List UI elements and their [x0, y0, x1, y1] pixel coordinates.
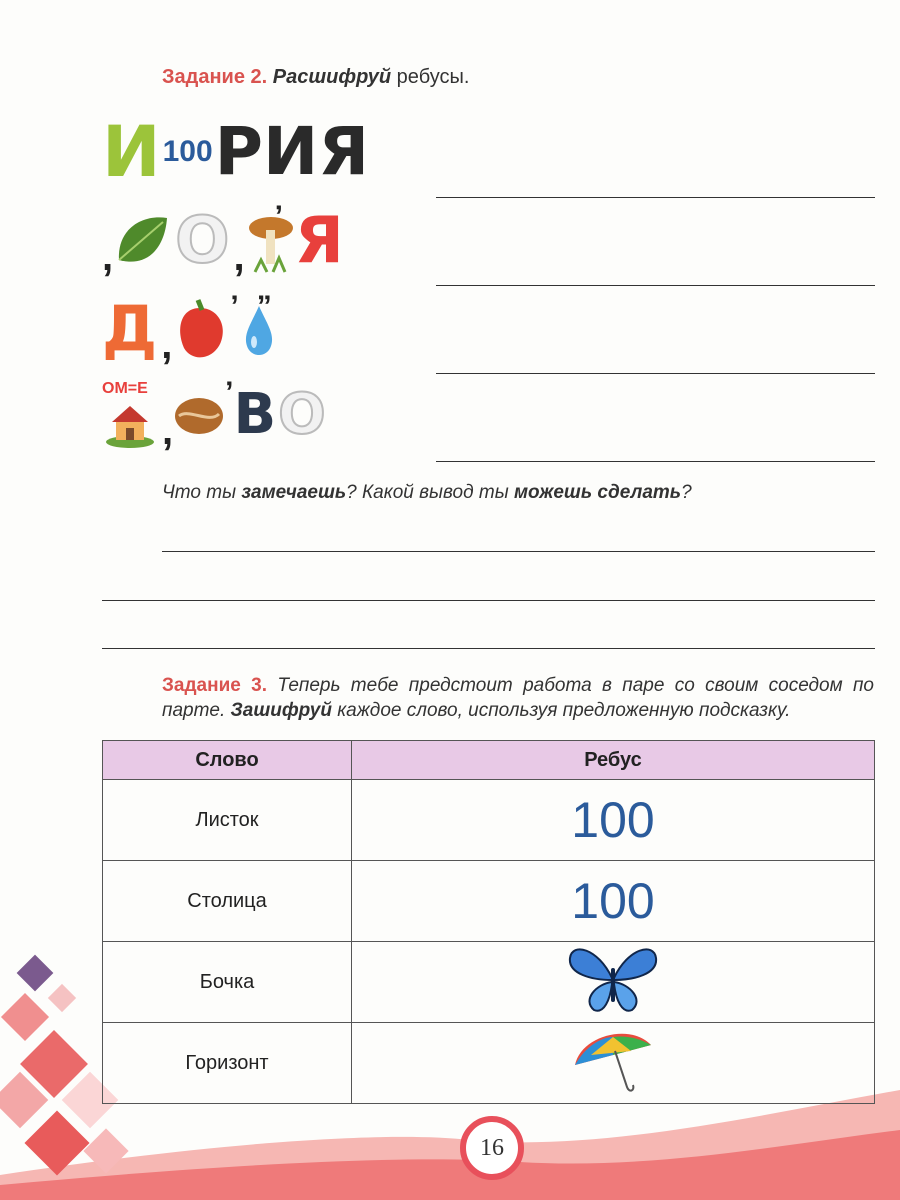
word-cell: Бочка [103, 942, 352, 1023]
rebus3-quote: ” [256, 290, 272, 323]
rebus3-letter-d: Д [102, 292, 158, 365]
task2-verb: Расшифруй [272, 66, 392, 88]
mushroom-icon [245, 206, 295, 276]
rebus4-apostrophe: ’ [225, 376, 234, 409]
rebus-cell[interactable] [352, 1023, 875, 1104]
header-word: Слово [103, 741, 352, 780]
task3-label: Задание 3. [162, 675, 268, 696]
table-row [103, 780, 875, 861]
leaf-icon [113, 210, 171, 272]
table-row [103, 1023, 875, 1104]
task3-bold: Зашифруй [230, 699, 332, 721]
rebus-1 [102, 113, 369, 191]
reflection-question [162, 482, 692, 504]
rebus-cell[interactable] [352, 861, 875, 942]
task3-text-2: каждое слово, используя предложенную подсказку. [331, 699, 791, 721]
cipher-table [102, 740, 875, 1104]
task2-title [162, 66, 469, 89]
pepper-icon [172, 296, 228, 362]
word-cell: Столица [103, 861, 352, 942]
word-cell: Листок [103, 780, 352, 861]
rebus4-letter-v: В [233, 382, 277, 447]
reflection-line-2[interactable] [102, 600, 875, 601]
hint-number: 100 [571, 873, 655, 929]
table-header-row [103, 741, 875, 780]
butterfly-icon [568, 944, 658, 1014]
rebus-3 [102, 290, 279, 368]
rebus1-number: 100 [162, 135, 213, 168]
rebus2-comma2: , [233, 235, 245, 279]
task3-text [162, 674, 874, 723]
question-text-2: ? Какой вывод ты [346, 482, 514, 503]
question-text-3: ? [681, 482, 692, 503]
rebus-4 [102, 376, 326, 454]
page-number: 16 [460, 1116, 524, 1180]
rebus2-comma: , [102, 235, 114, 279]
question-bold-2: можешь сделать [513, 482, 682, 503]
reflection-line-1[interactable] [162, 551, 875, 552]
rebus3-apostrophe: ’ [230, 290, 239, 323]
rebus2-letter-ya: Я [294, 204, 344, 278]
question-text-1: Что ты [162, 482, 242, 503]
answer-line-2[interactable] [436, 285, 875, 286]
reflection-line-3[interactable] [102, 648, 875, 649]
rebus-cell[interactable] [352, 780, 875, 861]
rebus4-comma: , [162, 409, 174, 453]
task3-text-1: Теперь тебе предстоит работа в паре со своим соседом по парте. [162, 675, 875, 721]
table-row [103, 861, 875, 942]
rebus3-comma: , [161, 323, 173, 367]
rebus-2 [102, 202, 344, 280]
answer-line-3[interactable] [436, 373, 875, 374]
answer-line-4[interactable] [436, 461, 875, 462]
hint-number: 100 [571, 792, 655, 848]
house-icon [104, 402, 156, 448]
rebus1-suffix: РИЯ [214, 113, 370, 190]
question-bold-1: замечаешь [241, 482, 347, 503]
rebus-cell[interactable] [352, 942, 875, 1023]
answer-line-1[interactable] [436, 197, 875, 198]
word-cell: Горизонт [103, 1023, 352, 1104]
table-row [103, 942, 875, 1023]
task2-rest: ребусы. [396, 66, 470, 88]
task2-label: Задание 2. [162, 66, 268, 88]
rebus4-letter-o: О [278, 382, 326, 447]
rebus4-formula: ОМ=Е [102, 380, 148, 397]
umbrella-icon [571, 1025, 655, 1095]
rebus2-apostrophe: ’ [274, 200, 283, 233]
header-rebus: Ребус [352, 741, 875, 780]
walnut-icon [173, 390, 225, 440]
rebus1-prefix: И [102, 111, 161, 193]
rebus2-letter-o: О [175, 204, 230, 278]
